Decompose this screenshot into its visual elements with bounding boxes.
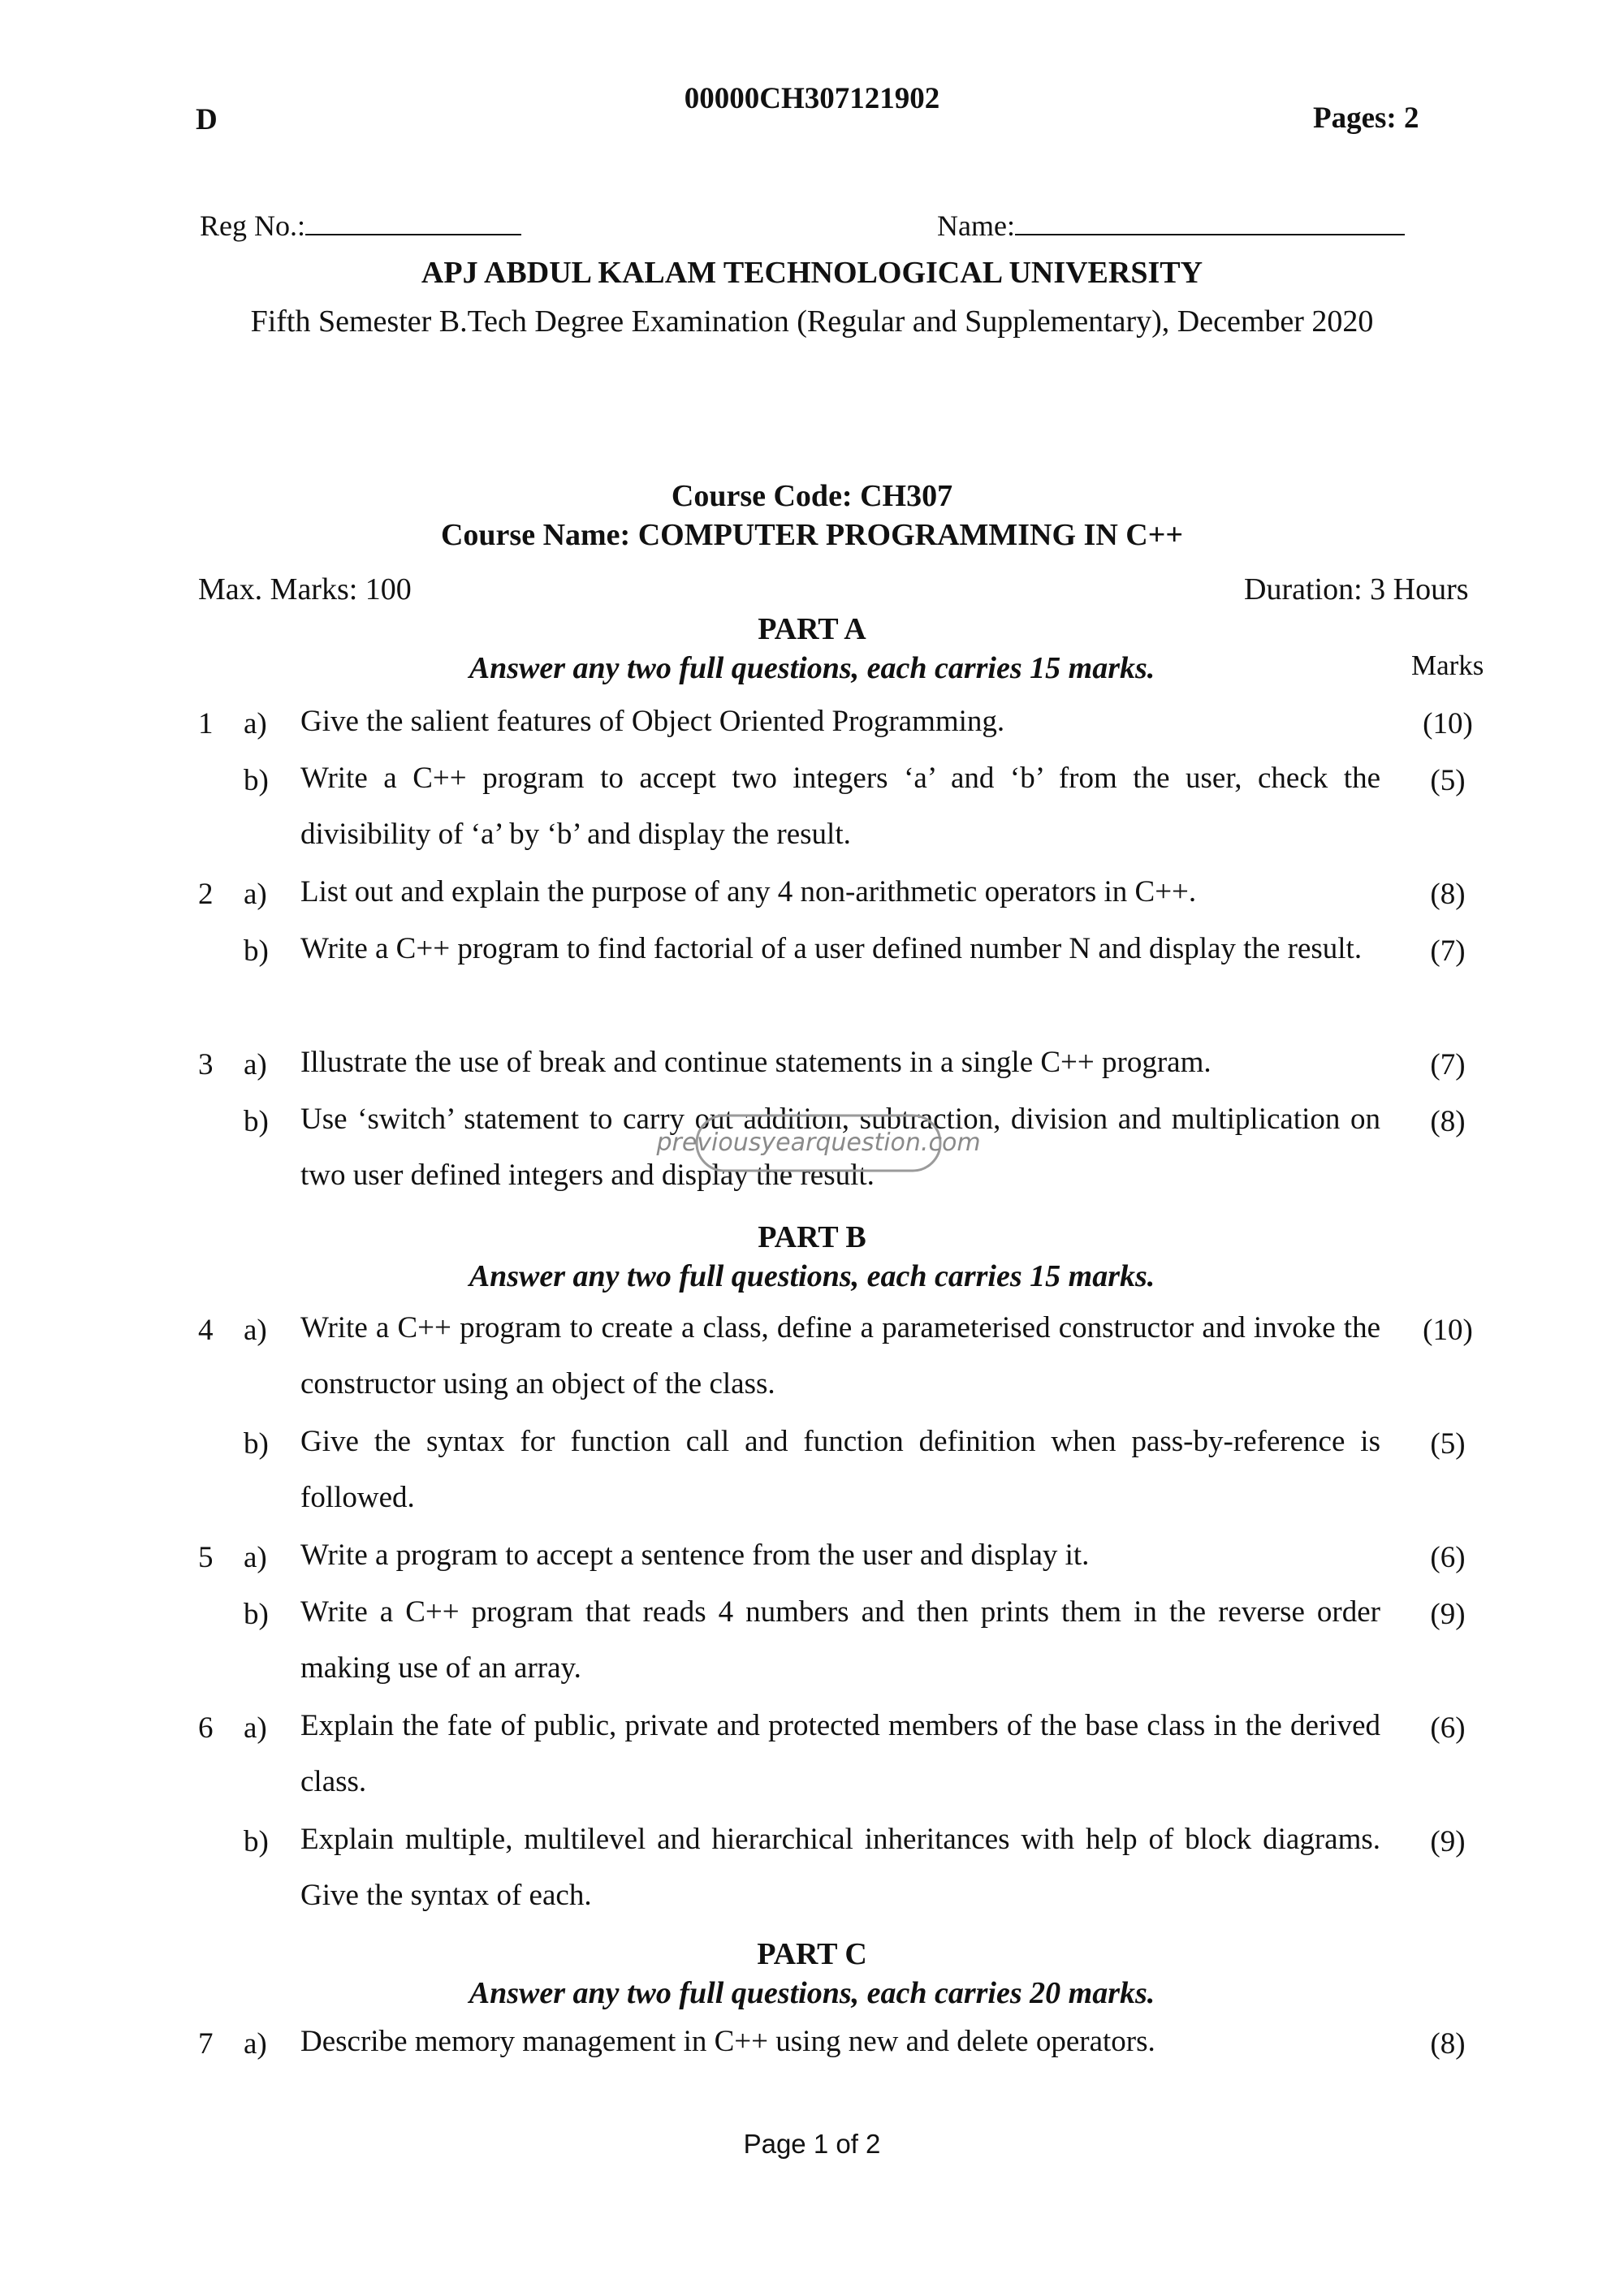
question-marks: (7) bbox=[1430, 934, 1466, 968]
part-b-instruction: Answer any two full questions, each carries 15 marks. bbox=[469, 1259, 1155, 1293]
reg-no-blank bbox=[305, 206, 521, 235]
question-sub: a) bbox=[244, 1541, 267, 1574]
question-marks: (9) bbox=[1430, 1825, 1466, 1858]
question-marks: (6) bbox=[1430, 1711, 1466, 1745]
question-text: Illustrate the use of break and continue statements in a single C++ program. bbox=[300, 1046, 1212, 1079]
question-marks: (7) bbox=[1430, 1048, 1466, 1081]
question-sub: b) bbox=[244, 1598, 269, 1631]
question-text: Write a C++ program to find factorial of a user defined number N and display the result. bbox=[300, 932, 1363, 965]
exam-title: Fifth Semester B.Tech Degree Examination (Regular and Supplementary), December 2020 bbox=[250, 304, 1374, 339]
page-footer: Page 1 of 2 bbox=[743, 2129, 881, 2159]
question-text: Give the salient features of Object Oriented Programming. bbox=[300, 705, 1005, 738]
question-text: Write a C++ program to accept two integers ‘a’ and ‘b’ from the user, check the divisibility of ‘a’ by ‘b’ and display the result. bbox=[300, 762, 1380, 851]
question-sub: b) bbox=[244, 934, 269, 968]
question-marks: (6) bbox=[1430, 1541, 1466, 1574]
question-text: List out and explain the purpose of any 4 non-arithmetic operators in C++. bbox=[300, 875, 1197, 908]
part-a-instruction: Answer any two full questions, each carries 15 marks. bbox=[469, 651, 1155, 685]
name-label: Name: bbox=[937, 209, 1015, 242]
question-sub: a) bbox=[244, 878, 267, 911]
part-b-title: PART B bbox=[758, 1220, 866, 1254]
question-text: Explain the fate of public, private and protected members of the base class in the derived class. bbox=[300, 1709, 1380, 1798]
question-text: Write a C++ program that reads 4 numbers and then prints them in the reverse order making use of an array. bbox=[300, 1595, 1380, 1685]
question-number: 2 bbox=[198, 878, 214, 911]
watermark-logo bbox=[656, 1113, 981, 1173]
name-field bbox=[937, 206, 1405, 243]
marks-heading: Marks bbox=[1411, 650, 1484, 681]
reg-no-label: Reg No.: bbox=[200, 209, 305, 242]
question-sub: a) bbox=[244, 1048, 267, 1081]
question-sub: a) bbox=[244, 1711, 267, 1745]
question-text: Give the syntax for function call and function definition when pass-by-reference is followed. bbox=[300, 1425, 1380, 1514]
question-number: 7 bbox=[198, 2027, 214, 2061]
course-name: Course Name: COMPUTER PROGRAMMING IN C++ bbox=[440, 518, 1184, 552]
question-marks: (10) bbox=[1423, 707, 1473, 740]
question-marks: (10) bbox=[1423, 1314, 1473, 1347]
question-marks: (8) bbox=[1430, 878, 1466, 911]
question-text: Explain multiple, multilevel and hierarchical inheritances with help of block diagrams. Give the syntax of each. bbox=[300, 1823, 1380, 1912]
question-text: Write a program to accept a sentence from the user and display it. bbox=[300, 1539, 1090, 1572]
pages-label: Pages: 2 bbox=[1313, 101, 1419, 135]
question-marks: (8) bbox=[1430, 1105, 1466, 1138]
set-label: D bbox=[196, 103, 218, 136]
question-sub: b) bbox=[244, 1427, 269, 1461]
question-marks: (8) bbox=[1430, 2027, 1466, 2061]
question-sub: a) bbox=[244, 1314, 267, 1347]
question-sub: b) bbox=[244, 1825, 269, 1858]
reg-no-field bbox=[200, 206, 521, 243]
question-sub: b) bbox=[244, 764, 269, 797]
duration: Duration: 3 Hours bbox=[1244, 572, 1469, 606]
question-number: 4 bbox=[198, 1314, 214, 1347]
paper-code: 00000CH307121902 bbox=[684, 82, 940, 115]
question-text: Describe memory management in C++ using new and delete operators. bbox=[300, 2025, 1155, 2058]
question-marks: (5) bbox=[1430, 1427, 1466, 1461]
part-a-title: PART A bbox=[758, 612, 866, 646]
question-text: Use ‘switch’ statement to carry out addition, subtraction, division and multiplication on two user defined integers and display the result. bbox=[300, 1103, 1380, 1192]
question-marks: (9) bbox=[1430, 1598, 1466, 1631]
part-c-instruction: Answer any two full questions, each carries 20 marks. bbox=[469, 1976, 1155, 2010]
question-marks: (5) bbox=[1430, 764, 1466, 797]
name-blank bbox=[1015, 206, 1405, 235]
question-number: 5 bbox=[198, 1541, 214, 1574]
svg-text:previousyearquestion.com: previousyearquestion.com bbox=[656, 1129, 981, 1157]
question-sub: b) bbox=[244, 1105, 269, 1138]
question-number: 3 bbox=[198, 1048, 214, 1081]
question-number: 1 bbox=[198, 707, 214, 740]
question-text: Write a C++ program to create a class, define a parameterised constructor and invoke the constructor using an object of the class. bbox=[300, 1311, 1380, 1400]
course-code: Course Code: CH307 bbox=[671, 479, 953, 513]
part-c-title: PART C bbox=[757, 1937, 867, 1971]
question-sub: a) bbox=[244, 707, 267, 740]
university-title: APJ ABDUL KALAM TECHNOLOGICAL UNIVERSITY bbox=[421, 256, 1203, 290]
max-marks: Max. Marks: 100 bbox=[198, 572, 412, 606]
question-sub: a) bbox=[244, 2027, 267, 2061]
question-number: 6 bbox=[198, 1711, 214, 1745]
